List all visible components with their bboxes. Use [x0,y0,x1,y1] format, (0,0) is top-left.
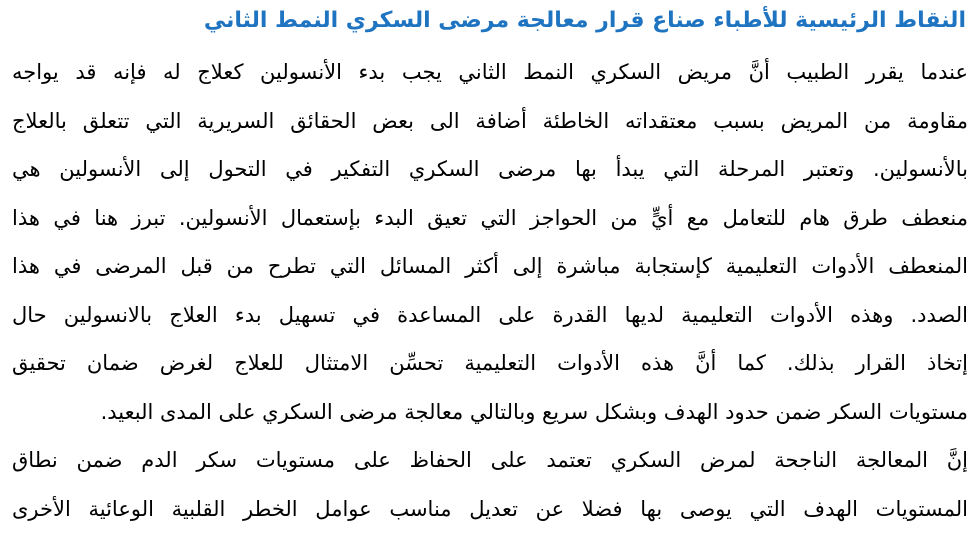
paragraph-line: الصدد. وهذه الأدوات التعليمية لديها القدرة على المساعدة في تسهيل بدء العلاج بالانسولين حال [12,302,968,327]
paragraph-line: عندما يقرر الطبيب أنَّ مريض السكري النمط الثاني يجب بدء الأنسولين كعلاج له فإنه قد يواجه [12,60,968,84]
paragraph-line: مستويات السكر ضمن حدود الهدف وبشكل سريع وبالتالي معالجة مرضى السكري على المدى البعيد. [100,399,968,424]
paragraph-line: منعطف طرق هام للتعامل مع أيٍّ من الحواجز التي تعيق البدء بإستعمال الأنسولين. تبرز هنا في هذا [12,205,968,230]
paragraph-line: إنَّ المعالجة الناجحة لمرض السكري تعتمد على الحفاظ على مستويات سكر الدم ضمن نطاق [12,448,968,472]
paragraph-line: إتخاذ القرار بذلك. كما أنَّ هذه الأدوات التعليمية تحسِّن الامتثال للعلاج لغرض ضمان تحقيق [12,351,968,375]
document-body [12,48,968,533]
paragraph-line: بالأنسولين. وتعتبر المرحلة التي يبدأ بها مرضى السكري التفكير في التحول إلى الأنسولين هي [12,157,968,181]
document-heading: النقاط الرئيسية للأطباء صناع قرار معالجة مرضى السكري النمط الثاني [203,8,966,33]
paragraph-line: المستويات الهدف التي يوصى بها فضلا عن تعديل مناسب عوامل الخطر القلبية الوعائية الأخرى [12,496,968,521]
paragraph-line: مقاومة من المريض بسبب معتقداته الخاطئة أضافة الى بعض الحقائق السريرية التي تتعلق بالعلاج [12,108,968,133]
paragraph-line: المنعطف الأدوات التعليمية كإستجابة مباشرة إلى أكثر المسائل التي تطرح من قبل المرضى في هذا [12,254,968,278]
